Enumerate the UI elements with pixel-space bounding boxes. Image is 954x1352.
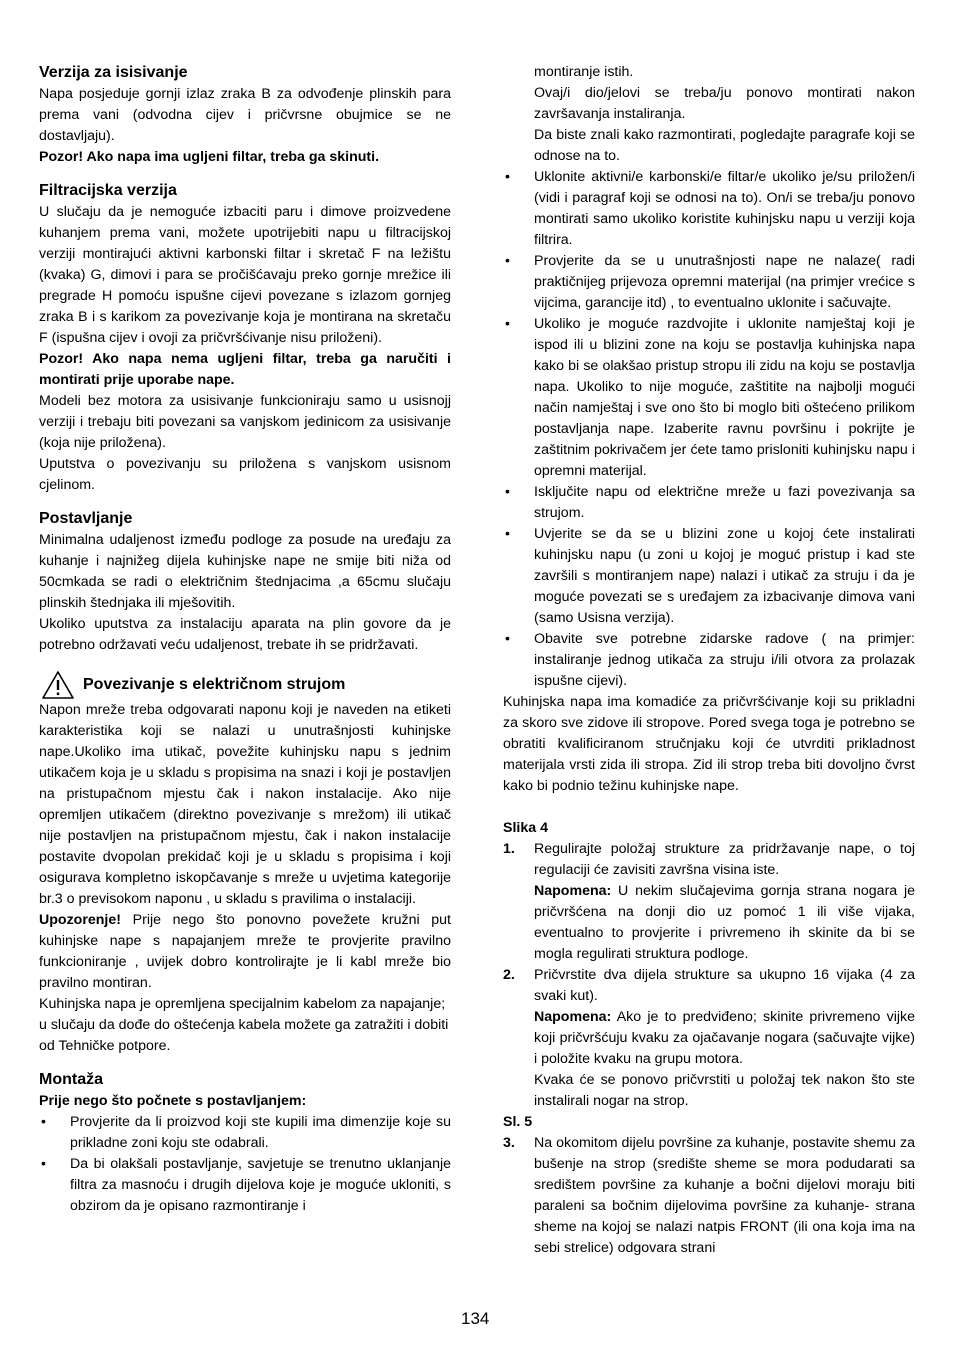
note-text: U nekim slučajevima gornja strana nogara je pričvršćena na donji dio uz pomoć 1 ili više vijaka, eventualno to provjerite i privremeno ih skinite da bi se mogla regulirati struktura podloge. [534,883,915,962]
note-paragraph [503,1007,915,1070]
item-number: 2. [503,967,515,983]
section-title-suction: Verzija za isisivanje [39,64,188,81]
item-text: Pričvrstite dva dijela strukture sa ukupno 16 vijaka (4 za svaki kut). [534,967,915,1004]
right-column [503,62,915,1259]
figure-label: Slika 4 [503,820,548,836]
subheading: Prije nego što počnete s postavljanjem: [39,1093,307,1109]
figure-label: Sl. 5 [503,1114,533,1130]
section-heading-electrical [39,670,451,700]
paragraph: Da biste znali kako razmontirati, pogledajte paragrafe koji se odnose na to. [534,127,915,164]
paragraph: Napon mreže treba odgovarati naponu koji je naveden na etiketi karakteristika koji se nalazi u unutrašnjosti kuhinjske nape.Ukoliko ima utikač, povežite kuhinjsku napu s jednim utikačem koja je u skladu s propisima na snazi i koji je postavljen na pristupačnom mjestu čak i nakon instalacije. Ako nije opremljen utikačem (direktno povezivanje s mrežom) ili utikač nije postavljen na pristupačnom mjestu, čak i nakon instalacije postavite dvopolan prekidač koji je u skladu s propisima i koji osigurava kompletno iskopčavanje s mreže u uvjetima kategorije br.3 o previsokom naponu , u skladu s pravilima o instalaciji. [39,702,451,907]
note-label: Napomena: [534,883,612,899]
item-number: 1. [503,841,515,857]
section-title-installation: Postavljanje [39,510,133,527]
item-text: Na okomitom dijelu površine za kuhanje, postavite shemu za bušenje na strop (središte sheme se mora podudarati sa središtem površine za kuhanje a bočni dijelovi moraju biti paraleni sa bočnim dijelovima površine za kuhanje- strana sheme na kojoj se nalazi natpis FRONT (ili ona koja ima na sebi strelice) odgovara strani [534,1135,915,1256]
paragraph: Ukoliko uputstva za instalaciju aparata na plin govore da je potrebno održavati veću udaljenost, trebate ih se pridržavati. [39,616,451,653]
note-text: Ako je to predviđeno; skinite privremeno vijke koji pričvršćuju kvaku za ojačavanje nogara (sačuvajte vijke) i položite kvaku na grupu motora. [534,1009,915,1067]
item-number: 3. [503,1135,515,1151]
paragraph: Uputstva o povezivanju su priložena s vanjskom usisnom cjelinom. [39,456,451,493]
bullet-item: • Uklonite aktivni/e karbonski/e filtar/e ukoliko je/su priložen/i (vidi i paragraf koji se odnosi na to). On/i se treba/ju ponovo montirati samo ukoliko koristite kuhinjsku napu u verziji koja filtrira. [503,167,915,251]
warning-body: Prije nego što ponovno povežete kružni put kuhinjske nape s napajanjem mreže te provjerite pravilno funkcioniranje , uvijek dobro kontrolirajte je li kabl mreže bio pravilno montiran. [39,912,451,991]
warning-label: Upozorenje! [39,912,121,928]
numbered-item [503,839,915,881]
warning-triangle-icon [41,670,75,700]
bullet-item: • Da bi olakšali postavljanje, savjetuje se trenutno uklanjanje filtra za masnoću i drugih dijelova koje je moguće ukloniti, s obzirom da je opisano razmontiranje i [39,1154,451,1217]
paragraph: Ovaj/i dio/jelovi se treba/ju ponovo montirati nakon završavanja instaliranja. [534,85,915,122]
item-text: Regulirajte položaj strukture za pridržavanje nape, o toj regulaciji će zavisiti završna visina iste. [534,841,915,878]
bullet-item: • Obavite sve potrebne zidarske radove ( na primjer: instaliranje jednog utikača za struju i/ili otvora za prolazak ispušne cijevi). [503,629,915,692]
note-label: Napomena: [534,1009,612,1025]
left-column [39,62,451,1217]
section-title-filter: Filtracijska verzija [39,182,177,199]
paragraph: U slučaju da je nemoguće izbaciti paru i dimove proizvedene kuhanjem prema vani, možete upotrijebiti napu u filtracijskoj verziji montirajući aktivni karbonski filtar i skretač F na ležištu (kvaka) G, dimovi i para se pročišćavaju preko gornje mrežice ili pregrade H pomoću ispušne cijevi povezane s izlazom gornjeg zraka B i s karikom za povezivanje koja je montirana na skretaču F (ispušna cijev i ovoji za pričvršćivanje nisu priloženi). [39,204,451,346]
paragraph: Kuhinjska napa ima komadiće za pričvršćivanje koji su prikladni za skoro sve zidove ili stropove. Pored svega toga je potrebno se obratiti kvalificiranom stručnjaku koji će utvrditi prikladnost materijala vrsti zida ili stropa. Zid ili strop treba biti dovoljno čvrst kako bi podnio težinu kuhinjske nape. [503,694,915,794]
bullet-item: • Provjerite da li proizvod koji ste kupili ima dimenzije koje su prikladne zoni koju ste odabrali. [39,1112,451,1154]
note-paragraph [503,881,915,965]
numbered-item [503,965,915,1007]
page-number: 134 [461,1309,490,1328]
paragraph: montiranje istih. [534,64,634,80]
paragraph: Minimalna udaljenost između podloge za posude na uređaju za kuhanje i najnižeg dijela kuhinjske nape ne smije biti niža od 50cmkada se radi o električnim štednjacima ,a 65cmu slučaju plinskih štednjaka ili mješovitih. [39,532,451,611]
section-title-assembly: Montaža [39,1071,103,1088]
numbered-item [503,1133,915,1259]
paragraph: Kvaka će se ponovo pričvrstiti u položaj tek nakon što ste instalirali nogar na strop. [534,1072,915,1109]
warning-paragraph [39,910,451,994]
bullet-item: • Ukoliko je moguće razdvojite i uklonite namještaj koji je ispod ili u blizini zone na koju se postavlja kuhinjska napa kako bi se olakšao pristup stropu ili zidu na koju se postavlja napa. Ukoliko to nije moguće, zaštitite na najbolji mogući način namještaj i sve ono što bi moglo biti oštećeno prilikom postavljanja nape. Izaberite ravnu površinu i pokrijte je zaštitnim pokrivačem jer ćete tamo prisloniti kuhinjsku napu i opremni materijal. [503,314,915,482]
paragraph: Napa posjeduje gornji izlaz zraka B za odvođenje plinskih para prema vani (odvodna cijev i pričvrsne obujmice se ne dostavljaju). [39,86,451,144]
section-title-electrical: Povezivanje s električnom strujom [83,676,346,693]
bullet-item: • Isključite napu od električne mreže u fazi povezivanja sa strujom. [503,482,915,524]
warning-text: Pozor! Ako napa nema ugljeni filtar, treba ga naručiti i montirati prije uporabe nape. [39,351,451,388]
bullet-item: • Provjerite da se u unutrašnjosti nape ne nalaze( radi praktičnijeg prijevoza opremni materijal (na primjer vrećice s vijcima, garancije itd) , to eventualno uklonite i sačuvajte. [503,251,915,314]
paragraph: Kuhinjska napa je opremljena specijalnim kabelom za napajanje; u slučaju da dođe do oštećenja kabela možete ga zatražiti i dobiti od Tehničke potpore. [39,996,449,1054]
paragraph: Modeli bez motora za usisivanje funkcioniraju samo u usisnojj verziji i trebaju biti povezani sa vanjskom jedinicom za usisivanje (koja nije priložena). [39,393,451,451]
warning-text: Pozor! Ako napa ima ugljeni filtar, treba ga skinuti. [39,149,380,165]
bullet-item: • Uvjerite se da se u blizini zone u kojoj ćete instalirati kuhinjsku napu (u zoni u kojoj je moguć pristup i kad ste završili s montiranjem nape) nalazi i utikač za struju i da je moguće povezati se s uređajem za izbacivanje dimova vani (samo Usisna verzija). [503,524,915,629]
